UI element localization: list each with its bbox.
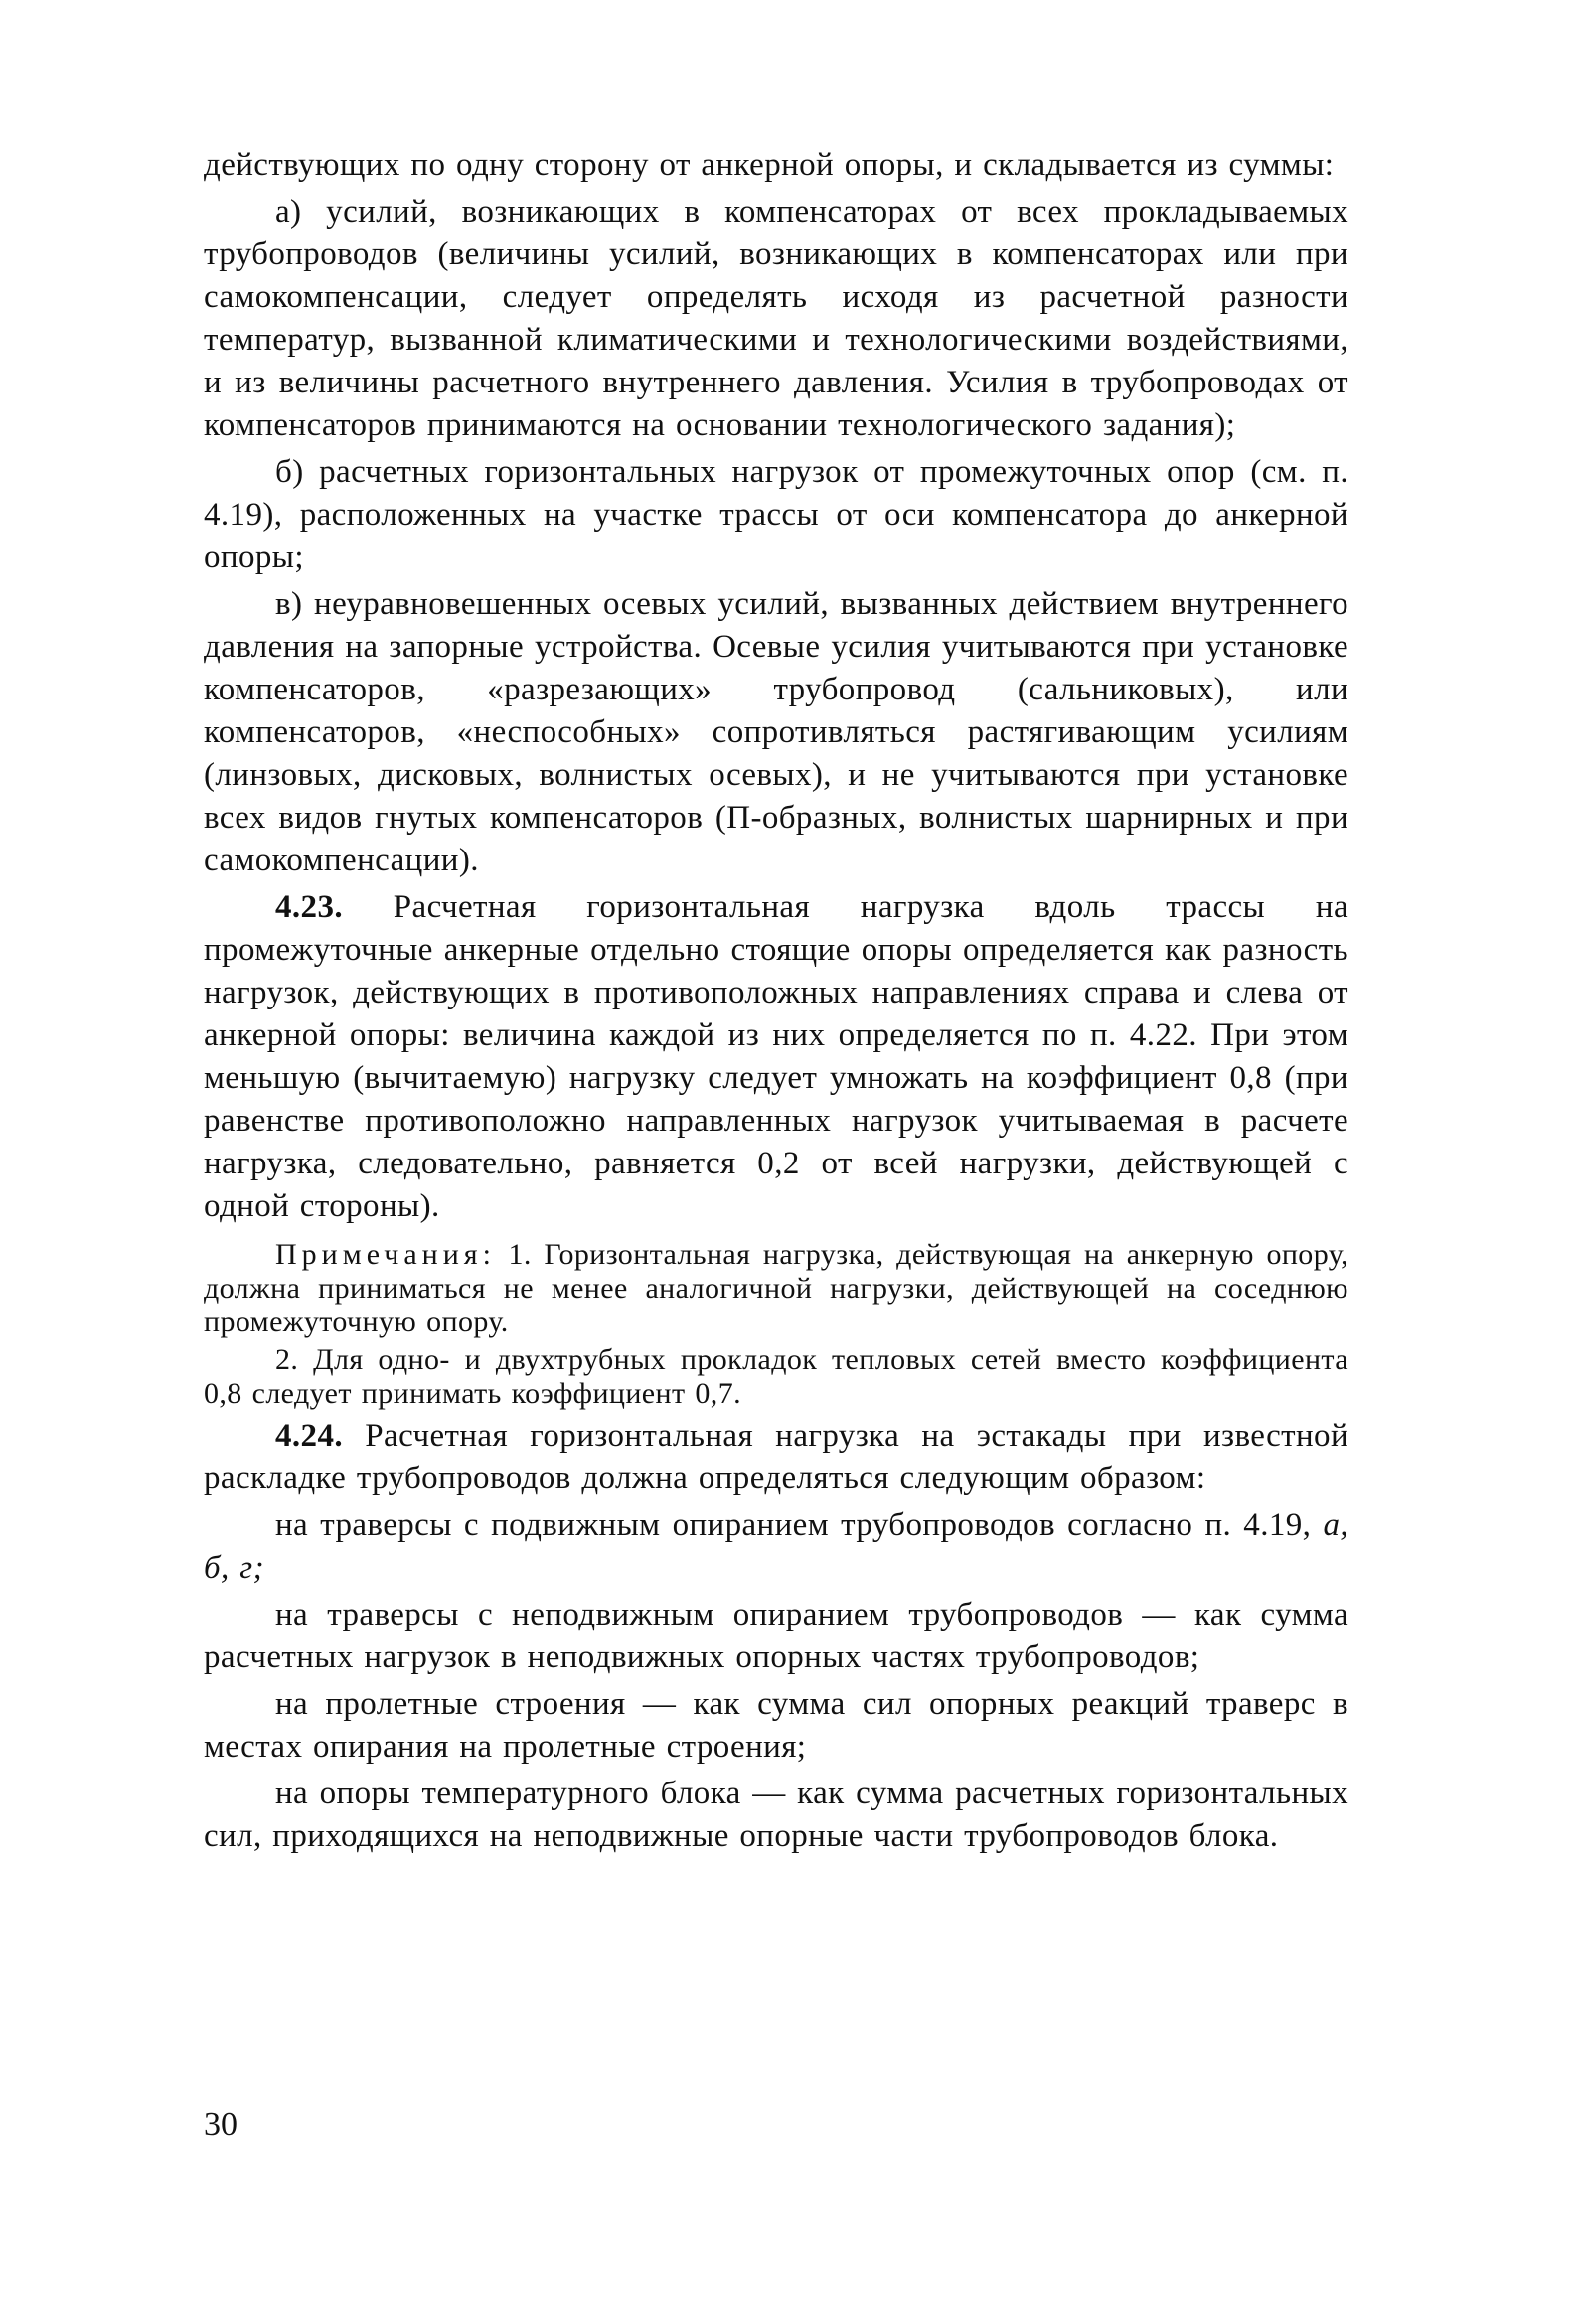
list-item-spans: на пролетные строения — как сумма сил опорных реакций траверс в местах опирания на пролетные строения; [204,1686,1348,1765]
paragraph-continuation: действующих по одну сторону от анкерной опоры, и складывается из суммы: [204,147,1335,183]
list-item-traverses-movable-letters: а, б, г; [204,1507,1348,1586]
list-item-b: б) расчетных горизонтальных нагрузок от промежуточных опор (см. п. 4.19), расположенных на участке трассы от оси компенсатора до анкерной опоры; [204,454,1348,575]
note-1-text: 1. Горизонтальная нагрузка, действующая на анкерную опору, должна приниматься не менее аналогичной нагрузки, действующей на соседнюю промежуточную опору. [204,1238,1348,1338]
section-4-23-text: Расчетная горизонтальная нагрузка вдоль трассы на промежуточные анкерные отдельно стоящие опоры определяется как разность нагрузок, действующих в противоположных направлениях справа и слева от анкерной опоры: величина каждой из них определяется по п. 4.22. При этом меньшую (вычитаемую) нагрузку следует умножать на коэффициент 0,8 (при равенстве противоположно направленных нагрузок учитываемая в расчете нагрузка, следовательно, равняется 0,2 от всей нагрузки, действующей с одной стороны). [204,889,1348,1224]
list-item-traverses-movable [204,1504,1348,1590]
note-1 [204,1238,1348,1339]
section-4-24-number: 4.24. [275,1418,343,1454]
list-item-traverses-fixed: на траверсы с неподвижным опиранием трубопроводов — как сумма расчетных нагрузок в неподвижных опорных частях трубопроводов; [204,1597,1348,1675]
document-page [204,144,1348,1858]
list-item-a: а) усилий, возникающих в компенсаторах от всех прокладываемых трубопроводов (величины усилий, возникающих в компенсаторах или при самокомпенсации, следует определять исходя из расчетной разности температур, вызванной климатическими и технологическими воздействиями, и из величины расчетного внутреннего давления. Усилия в трубопроводах от компенсаторов принимаются на основании технологического задания); [204,194,1348,443]
section-4-23-number: 4.23. [275,889,343,925]
list-item-traverses-movable-text: на траверсы с подвижным опиранием трубопроводов согласно п. 4.19, [275,1507,1312,1543]
note-2: 2. Для одно- и двухтрубных прокладок тепловых сетей вместо коэффициента 0,8 следует принимать коэффициент 0,7. [204,1343,1348,1410]
list-item-v: в) неуравновешенных осевых усилий, вызванных действием внутреннего давления на запорные устройства. Осевые усилия учитываются при установке компенсаторов, «разрезающих» трубопровод (сальниковых), или компенсаторов, «неспособных» сопротивляться растягивающим усилиям (линзовых, дисковых, волнистых осевых), и не учитываются при установке всех видов гнутых компенсаторов (П-образных, волнистых шарнирных и при самокомпенсации). [204,586,1348,878]
list-item-temperature-block: на опоры температурного блока — как сумма расчетных горизонтальных сил, приходящихся на неподвижные опорные части трубопроводов блока. [204,1776,1348,1854]
page-number: 30 [204,2106,238,2143]
section-4-24-text: Расчетная горизонтальная нагрузка на эстакады при известной раскладке трубопроводов должна определяться следующим образом: [204,1418,1348,1496]
section-4-23 [204,886,1348,1228]
section-4-24 [204,1415,1348,1500]
note-label: Примечания: [275,1238,496,1271]
